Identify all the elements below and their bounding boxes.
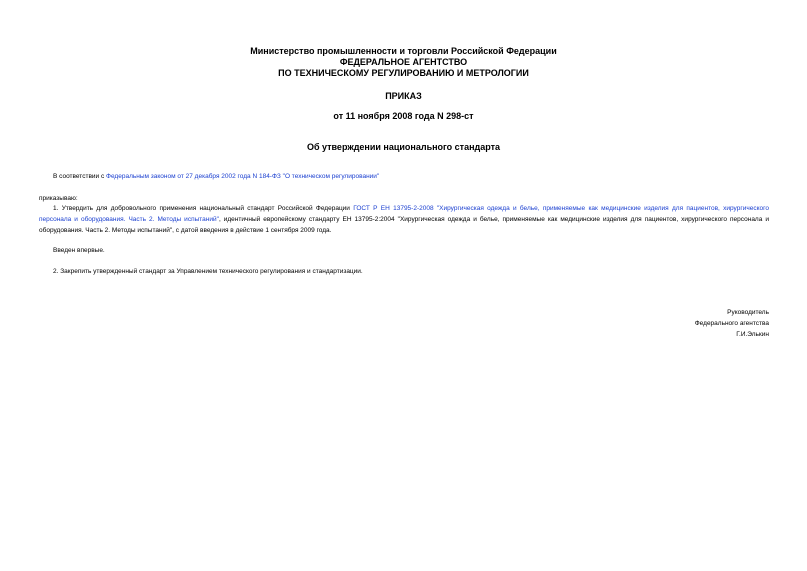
orders-word: приказываю:	[39, 195, 78, 202]
ministry-name: Министерство промышленности и торговли Российской Федерации	[250, 46, 557, 56]
order-title: ПРИКАЗ	[385, 91, 422, 101]
document-header	[0, 46, 807, 79]
signature-block	[695, 307, 769, 340]
order-item-1-prefix: 1. Утвердить для добровольного применения национальный стандарт Российской Федерации	[53, 205, 354, 212]
signatory-name: Г.И.Элькин	[736, 331, 769, 338]
order-item-1	[39, 203, 769, 236]
federal-law-link[interactable]: Федеральным законом от 27 декабря 2002 года N 184-ФЗ "О техническом регулировании"	[106, 173, 380, 180]
legal-basis-paragraph	[53, 171, 379, 182]
legal-basis-prefix: В соответствии с	[53, 173, 107, 180]
order-item-2: 2. Закрепить утвержденный стандарт за Управлением технического регулирования и стандартизации.	[53, 268, 363, 275]
agency-name-line2: ПО ТЕХНИЧЕСКОМУ РЕГУЛИРОВАНИЮ И МЕТРОЛОГИИ	[278, 68, 529, 78]
order-subject: Об утверждении национального стандарта	[306, 142, 501, 152]
gost-standard-link[interactable]: ГОСТ Р ЕН 13795-2-2008 "Хирургическая одежда и белье, применяемые как медицинские изделия для пациентов, хирургического персонала и оборудования. Часть 2. Методы испытаний"	[39, 205, 769, 223]
order-date: от 11 ноября 2008 года N 298-ст	[333, 111, 474, 121]
agency-name-line1: ФЕДЕРАЛЬНОЕ АГЕНТСТВО	[339, 57, 468, 67]
introduction-note: Введен впервые.	[53, 247, 105, 254]
signatory-organization: Федерального агентства	[694, 320, 769, 327]
signatory-position: Руководитель	[727, 309, 769, 316]
order-item-1-suffix: , идентичный европейскому стандарту ЕН 13795-2:2004 "Хирургическая одежда и белье, применяемые как медицинские изделия для пациентов, хирургического персонала и оборудования. Часть 2. Методы испытаний", с датой введения в действие 1 сентября 2009 года.	[39, 216, 769, 234]
